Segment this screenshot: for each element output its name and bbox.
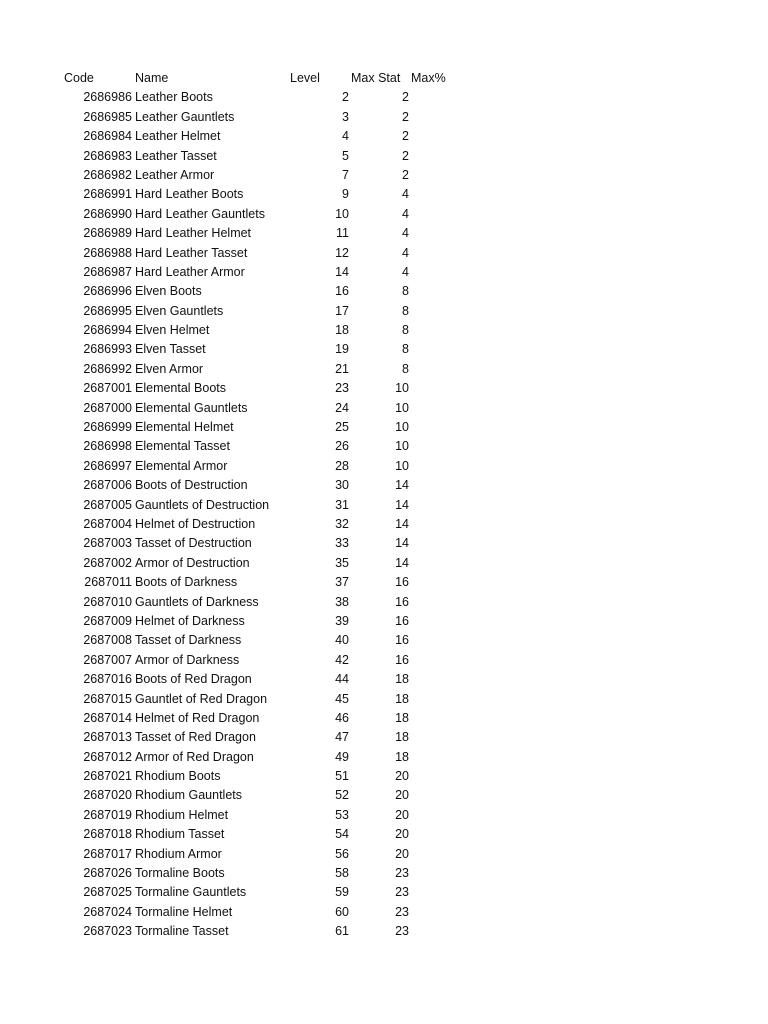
cell-name: Armor of Destruction xyxy=(135,555,250,570)
cell-name: Helmet of Red Dragon xyxy=(135,710,260,725)
table-row xyxy=(0,224,768,243)
table-row xyxy=(0,690,768,709)
cell-name: Hard Leather Boots xyxy=(135,187,244,202)
cell-max-stat: 8 xyxy=(402,342,409,357)
cell-max-stat: 23 xyxy=(395,904,409,919)
cell-code: 2687019 xyxy=(83,807,132,822)
cell-level: 37 xyxy=(335,575,349,590)
cell-max-stat: 2 xyxy=(402,109,409,124)
table-row xyxy=(0,263,768,282)
cell-level: 33 xyxy=(335,536,349,551)
cell-level: 60 xyxy=(335,904,349,919)
table-row xyxy=(0,399,768,418)
cell-level: 58 xyxy=(335,866,349,881)
cell-code: 2687015 xyxy=(83,691,132,706)
cell-name: Tormaline Boots xyxy=(135,866,225,881)
cell-max-stat: 16 xyxy=(395,633,409,648)
header-max-pct: Max% xyxy=(411,71,446,85)
cell-max-stat: 20 xyxy=(395,788,409,803)
cell-name: Helmet of Darkness xyxy=(135,613,245,628)
cell-max-stat: 18 xyxy=(395,672,409,687)
cell-max-stat: 18 xyxy=(395,749,409,764)
cell-level: 51 xyxy=(335,769,349,784)
cell-name: Elemental Gauntlets xyxy=(135,400,248,415)
cell-name: Tormaline Gauntlets xyxy=(135,885,247,900)
table-row xyxy=(0,476,768,495)
cell-level: 5 xyxy=(342,148,349,163)
cell-max-stat: 20 xyxy=(395,846,409,861)
cell-level: 61 xyxy=(335,924,349,939)
cell-name: Helmet of Destruction xyxy=(135,516,256,531)
cell-name: Rhodium Helmet xyxy=(135,807,229,822)
header-code: Code xyxy=(64,71,94,85)
cell-max-stat: 8 xyxy=(402,284,409,299)
cell-code: 2687007 xyxy=(83,652,132,667)
table-row xyxy=(0,554,768,573)
cell-code: 2686993 xyxy=(83,342,132,357)
cell-max-stat: 16 xyxy=(395,613,409,628)
cell-max-stat: 16 xyxy=(395,575,409,590)
table-row xyxy=(0,631,768,650)
table-row xyxy=(0,496,768,515)
cell-level: 30 xyxy=(335,478,349,493)
cell-code: 2687021 xyxy=(83,769,132,784)
table-row xyxy=(0,360,768,379)
cell-max-stat: 10 xyxy=(395,458,409,473)
cell-code: 2686986 xyxy=(83,90,132,105)
cell-max-stat: 20 xyxy=(395,769,409,784)
cell-name: Leather Gauntlets xyxy=(135,109,235,124)
cell-code: 2687017 xyxy=(83,846,132,861)
cell-level: 12 xyxy=(335,245,349,260)
cell-name: Rhodium Gauntlets xyxy=(135,788,243,803)
cell-level: 4 xyxy=(342,129,349,144)
cell-max-stat: 14 xyxy=(395,536,409,551)
cell-max-stat: 10 xyxy=(395,420,409,435)
table-row xyxy=(0,127,768,146)
table-row xyxy=(0,302,768,321)
cell-level: 45 xyxy=(335,691,349,706)
cell-code: 2687018 xyxy=(83,827,132,842)
cell-max-stat: 2 xyxy=(402,167,409,182)
cell-name: Hard Leather Gauntlets xyxy=(135,206,265,221)
cell-max-stat: 4 xyxy=(402,245,409,260)
cell-name: Elven Armor xyxy=(135,361,204,376)
cell-max-stat: 20 xyxy=(395,807,409,822)
cell-code: 2687009 xyxy=(83,613,132,628)
cell-code: 2687020 xyxy=(83,788,132,803)
cell-max-stat: 18 xyxy=(395,691,409,706)
header-row xyxy=(0,69,768,88)
cell-name: Elemental Tasset xyxy=(135,439,230,454)
cell-code: 2687013 xyxy=(83,730,132,745)
cell-level: 47 xyxy=(335,730,349,745)
header-name: Name xyxy=(135,71,169,85)
cell-level: 28 xyxy=(335,458,349,473)
cell-max-stat: 16 xyxy=(395,594,409,609)
cell-level: 49 xyxy=(335,749,349,764)
cell-name: Elven Boots xyxy=(135,284,202,299)
cell-level: 18 xyxy=(335,323,349,338)
cell-level: 31 xyxy=(335,497,349,512)
cell-code: 2687011 xyxy=(84,575,132,590)
table-row xyxy=(0,864,768,883)
table-row xyxy=(0,147,768,166)
cell-max-stat: 2 xyxy=(402,90,409,105)
cell-name: Tasset of Destruction xyxy=(135,536,252,551)
cell-name: Elven Gauntlets xyxy=(135,303,224,318)
cell-name: Tormaline Tasset xyxy=(135,924,229,939)
cell-max-stat: 20 xyxy=(395,827,409,842)
cell-name: Elven Tasset xyxy=(135,342,206,357)
cell-max-stat: 2 xyxy=(402,148,409,163)
cell-max-stat: 8 xyxy=(402,361,409,376)
cell-name: Rhodium Tasset xyxy=(135,827,225,842)
cell-code: 2687008 xyxy=(83,633,132,648)
cell-code: 2686983 xyxy=(83,148,132,163)
cell-name: Armor of Red Dragon xyxy=(135,749,254,764)
cell-level: 17 xyxy=(335,303,349,318)
cell-max-stat: 18 xyxy=(395,710,409,725)
table-body xyxy=(0,88,768,941)
cell-code: 2686999 xyxy=(83,420,132,435)
cell-name: Elemental Boots xyxy=(135,381,227,396)
cell-max-stat: 4 xyxy=(402,226,409,241)
table-row xyxy=(0,825,768,844)
header-max-stat: Max Stat xyxy=(351,71,401,85)
cell-max-stat: 23 xyxy=(395,885,409,900)
cell-code: 2687024 xyxy=(83,904,132,919)
cell-level: 26 xyxy=(335,439,349,454)
item-table xyxy=(0,69,768,942)
cell-name: Tormaline Helmet xyxy=(135,904,233,919)
cell-code: 2687026 xyxy=(83,866,132,881)
table-row xyxy=(0,748,768,767)
cell-level: 10 xyxy=(335,206,349,221)
cell-code: 2686992 xyxy=(83,361,132,376)
cell-max-stat: 14 xyxy=(395,497,409,512)
table-row xyxy=(0,282,768,301)
cell-code: 2687010 xyxy=(83,594,132,609)
cell-level: 38 xyxy=(335,594,349,609)
cell-max-stat: 23 xyxy=(395,866,409,881)
cell-level: 3 xyxy=(342,109,349,124)
cell-max-stat: 10 xyxy=(395,381,409,396)
cell-code: 2687016 xyxy=(83,672,132,687)
cell-name: Gauntlet of Red Dragon xyxy=(135,691,268,706)
cell-code: 2687006 xyxy=(83,478,132,493)
cell-max-stat: 10 xyxy=(395,439,409,454)
cell-max-stat: 4 xyxy=(402,206,409,221)
cell-name: Elven Helmet xyxy=(135,323,210,338)
cell-code: 2687001 xyxy=(83,381,132,396)
cell-max-stat: 14 xyxy=(395,478,409,493)
header-level: Level xyxy=(290,71,320,85)
cell-level: 40 xyxy=(335,633,349,648)
cell-level: 59 xyxy=(335,885,349,900)
cell-level: 44 xyxy=(335,672,349,687)
cell-code: 2686990 xyxy=(83,206,132,221)
cell-max-stat: 16 xyxy=(395,652,409,667)
table-row xyxy=(0,108,768,127)
cell-code: 2686991 xyxy=(83,187,132,202)
cell-name: Boots of Destruction xyxy=(135,478,248,493)
cell-name: Leather Armor xyxy=(135,167,215,182)
table-row xyxy=(0,709,768,728)
cell-level: 32 xyxy=(335,516,349,531)
cell-level: 46 xyxy=(335,710,349,725)
cell-name: Armor of Darkness xyxy=(135,652,240,667)
cell-level: 16 xyxy=(335,284,349,299)
table-row xyxy=(0,418,768,437)
table-row xyxy=(0,651,768,670)
cell-level: 25 xyxy=(335,420,349,435)
cell-name: Rhodium Armor xyxy=(135,846,222,861)
table-row xyxy=(0,321,768,340)
cell-code: 2686994 xyxy=(83,323,132,338)
cell-max-stat: 8 xyxy=(402,303,409,318)
table-row xyxy=(0,515,768,534)
cell-code: 2687025 xyxy=(83,885,132,900)
cell-code: 2687012 xyxy=(83,749,132,764)
cell-code: 2686995 xyxy=(83,303,132,318)
cell-code: 2686988 xyxy=(83,245,132,260)
table-row xyxy=(0,88,768,107)
cell-level: 7 xyxy=(342,167,349,182)
cell-level: 35 xyxy=(335,555,349,570)
cell-code: 2686982 xyxy=(83,167,132,182)
table-row xyxy=(0,534,768,553)
table-row xyxy=(0,922,768,941)
cell-name: Rhodium Boots xyxy=(135,769,221,784)
cell-code: 2686985 xyxy=(83,109,132,124)
table-row xyxy=(0,786,768,805)
table-row xyxy=(0,205,768,224)
cell-code: 2687000 xyxy=(83,400,132,415)
table-row xyxy=(0,767,768,786)
table-row xyxy=(0,244,768,263)
cell-max-stat: 14 xyxy=(395,516,409,531)
cell-name: Tasset of Darkness xyxy=(135,633,242,648)
cell-level: 9 xyxy=(342,187,349,202)
cell-code: 2686989 xyxy=(83,226,132,241)
table-row xyxy=(0,612,768,631)
cell-level: 23 xyxy=(335,381,349,396)
cell-max-stat: 14 xyxy=(395,555,409,570)
table-row xyxy=(0,166,768,185)
table-row xyxy=(0,806,768,825)
cell-level: 39 xyxy=(335,613,349,628)
cell-level: 56 xyxy=(335,846,349,861)
cell-code: 2687002 xyxy=(83,555,132,570)
cell-code: 2686998 xyxy=(83,439,132,454)
cell-name: Elemental Armor xyxy=(135,458,228,473)
cell-level: 14 xyxy=(335,264,349,279)
cell-level: 42 xyxy=(335,652,349,667)
cell-code: 2686987 xyxy=(83,264,132,279)
cell-code: 2687003 xyxy=(83,536,132,551)
table-row xyxy=(0,593,768,612)
cell-max-stat: 2 xyxy=(402,129,409,144)
cell-level: 54 xyxy=(335,827,349,842)
cell-max-stat: 4 xyxy=(402,187,409,202)
cell-code: 2686997 xyxy=(83,458,132,473)
cell-level: 21 xyxy=(335,361,349,376)
cell-name: Hard Leather Armor xyxy=(135,264,245,279)
cell-level: 11 xyxy=(336,226,349,241)
cell-name: Gauntlets of Destruction xyxy=(135,497,270,512)
cell-max-stat: 18 xyxy=(395,730,409,745)
cell-name: Gauntlets of Darkness xyxy=(135,594,259,609)
cell-code: 2686984 xyxy=(83,129,132,144)
cell-name: Leather Boots xyxy=(135,90,213,105)
table-row xyxy=(0,340,768,359)
cell-name: Hard Leather Helmet xyxy=(135,226,252,241)
cell-max-stat: 10 xyxy=(395,400,409,415)
table-row xyxy=(0,903,768,922)
cell-name: Elemental Helmet xyxy=(135,420,234,435)
cell-code: 2687004 xyxy=(83,516,132,531)
cell-max-stat: 4 xyxy=(402,264,409,279)
table-row xyxy=(0,883,768,902)
cell-name: Leather Helmet xyxy=(135,129,221,144)
cell-code: 2687014 xyxy=(83,710,132,725)
cell-level: 2 xyxy=(342,90,349,105)
table-row xyxy=(0,670,768,689)
cell-code: 2687023 xyxy=(83,924,132,939)
cell-name: Tasset of Red Dragon xyxy=(135,730,256,745)
cell-name: Leather Tasset xyxy=(135,148,217,163)
cell-name: Hard Leather Tasset xyxy=(135,245,248,260)
cell-max-stat: 8 xyxy=(402,323,409,338)
table-row xyxy=(0,379,768,398)
table-row xyxy=(0,573,768,592)
cell-level: 24 xyxy=(335,400,349,415)
cell-code: 2686996 xyxy=(83,284,132,299)
cell-name: Boots of Darkness xyxy=(135,575,238,590)
table-row xyxy=(0,437,768,456)
table-row xyxy=(0,845,768,864)
cell-level: 52 xyxy=(335,788,349,803)
cell-max-stat: 23 xyxy=(395,924,409,939)
cell-name: Boots of Red Dragon xyxy=(135,672,252,687)
table-row xyxy=(0,185,768,204)
table-row xyxy=(0,457,768,476)
cell-level: 19 xyxy=(335,342,349,357)
cell-level: 53 xyxy=(335,807,349,822)
cell-code: 2687005 xyxy=(83,497,132,512)
table-row xyxy=(0,728,768,747)
